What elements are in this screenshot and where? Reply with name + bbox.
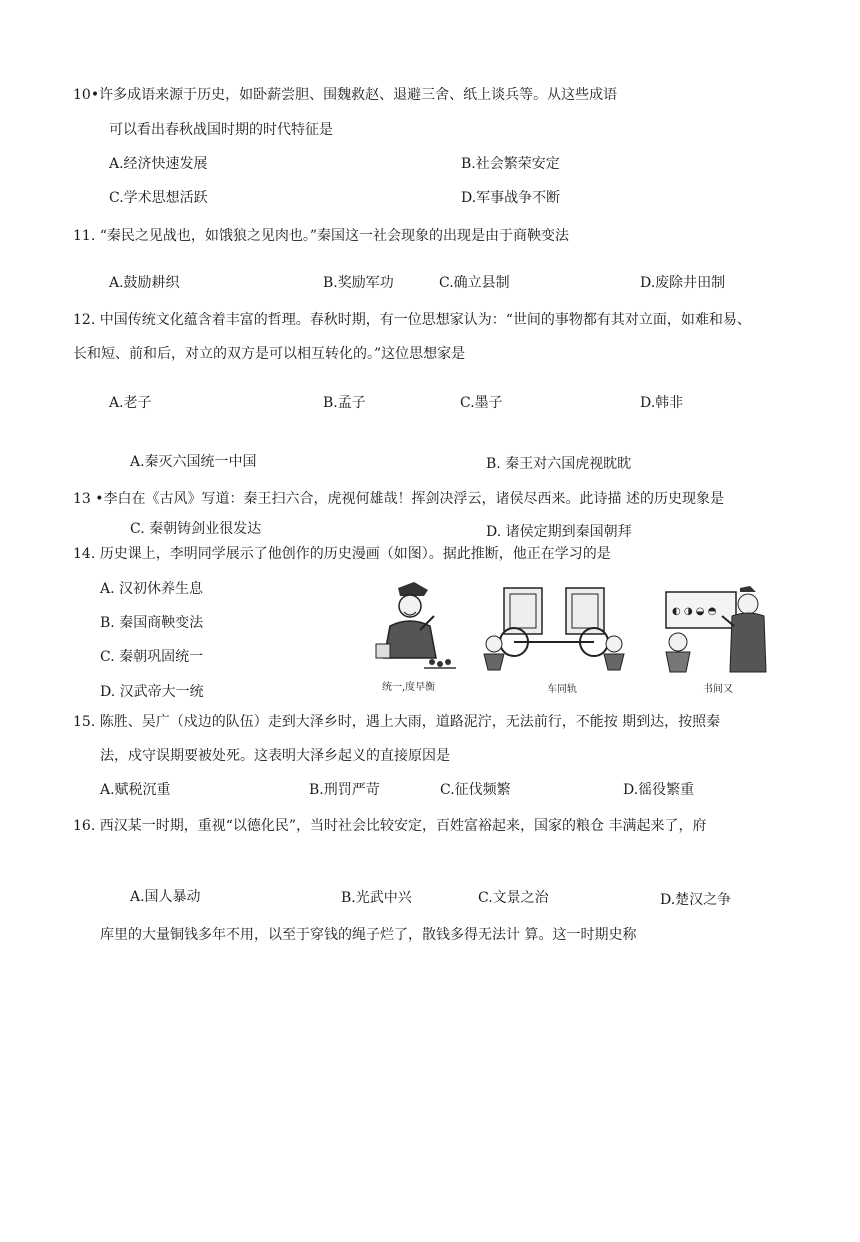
q10-option-a: A.经济快速发展 <box>109 156 208 172</box>
comic-standard-script-illustration <box>656 586 768 676</box>
q13-option-d: D. 诸侯定期到秦国朝拜 <box>486 524 632 540</box>
q11-stem: 11. “秦民之见战也，如饿狼之见肉也。”秦国这一社会现象的出现是由于商鞅变法 <box>73 228 570 244</box>
q11-option-a: A.鼓励耕织 <box>109 275 180 291</box>
q15-stem-line2: 法，戍守误期要被处死。这表明大泽乡起义的直接原因是 <box>100 748 450 764</box>
q12-option-d: D.韩非 <box>640 395 684 411</box>
q15-option-a: A.赋税沉重 <box>100 782 171 798</box>
q11-option-b: B.奖励军功 <box>323 275 394 291</box>
svg-text:◐ ◑ ◒ ◓: ◐ ◑ ◒ ◓ <box>672 606 717 617</box>
q13-stem: 13 •李白在《古风》写道：秦王扫六合，虎视何雄哉！挥剑决浮云，诸侯尽西来。此诗描 述的历史现象是 <box>73 491 724 507</box>
comic-caption-2: 车同轨 <box>547 684 577 695</box>
q11-option-c: C.确立县制 <box>439 275 510 291</box>
q14-option-a: A. 汉初休养生息 <box>100 581 204 597</box>
q16-option-b: B.光武中兴 <box>341 890 412 906</box>
q16-option-a: A.国人暴动 <box>130 889 201 905</box>
q10-stem-line2: 可以看出春秋战国时期的时代特征是 <box>109 122 333 138</box>
q16-stem-line1: 16. 西汉某一时期，重视“以德化民”，当时社会比较安定，百姓富裕起来，国家的粮仓 丰满起来了，府 <box>73 818 707 834</box>
q14-option-b: B. 秦国商鞅变法 <box>100 615 204 631</box>
q10-option-b: B.社会繁荣安定 <box>461 156 560 172</box>
comic-standard-axle-carts-illustration <box>480 582 632 674</box>
q12-option-b: B.孟子 <box>323 395 366 411</box>
comic-caption-3: 书间又 <box>703 684 733 695</box>
comic-standardize-measures-illustration <box>368 578 464 676</box>
q14-stem: 14. 历史课上，李明同学展示了他创作的历史漫画（如图）。据此推断，他正在学习的是 <box>73 546 611 562</box>
q16-stem-line2: 库里的大量铜钱多年不用，以至于穿钱的绳子烂了，散钱多得无法计 算。这一时期史称 <box>100 927 637 943</box>
q13-option-b: B. 秦王对六国虎视眈眈 <box>486 456 632 472</box>
q15-option-d: D.徭役繁重 <box>623 782 695 798</box>
q14-option-d: D. 汉武帝大一统 <box>100 684 204 700</box>
q10-option-c: C.学术思想活跃 <box>109 190 208 206</box>
q10-option-d: D.军事战争不断 <box>461 190 561 206</box>
q12-stem-line2: 长和短、前和后，对立的双方是可以相互转化的。”这位思想家是 <box>73 346 466 362</box>
q13-option-a: A.秦灭六国统一中国 <box>130 454 257 470</box>
q12-option-c: C.墨子 <box>460 395 503 411</box>
q15-stem-line1: 15. 陈胜、吴广（戍边的队伍）走到大泽乡时，遇上大雨，道路泥泞，无法前行，不能按 期到达，按照秦 <box>73 714 721 730</box>
q16-option-c: C.文景之治 <box>478 890 549 906</box>
q12-stem-line1: 12. 中国传统文化蕴含着丰富的哲理。春秋时期，有一位思想家认为：“世间的事物都有其对立面，如难和易、 <box>73 312 751 328</box>
q11-option-d: D.废除井田制 <box>640 275 726 291</box>
comic-caption-1: 统一,度早衡 <box>382 682 436 693</box>
q12-option-a: A.老子 <box>109 395 152 411</box>
q15-option-c: C.征伐频繁 <box>440 782 511 798</box>
q16-option-d: D.楚汉之争 <box>660 892 732 908</box>
q13-option-c: C. 秦朝铸剑业很发达 <box>130 521 262 537</box>
q10-stem-line1: 10•许多成语来源于历史，如卧薪尝胆、围魏救赵、退避三舍、纸上谈兵等。从这些成语 <box>73 87 618 103</box>
q15-option-b: B.刑罚严苛 <box>309 782 380 798</box>
q14-option-c: C. 秦朝巩固统一 <box>100 649 204 665</box>
